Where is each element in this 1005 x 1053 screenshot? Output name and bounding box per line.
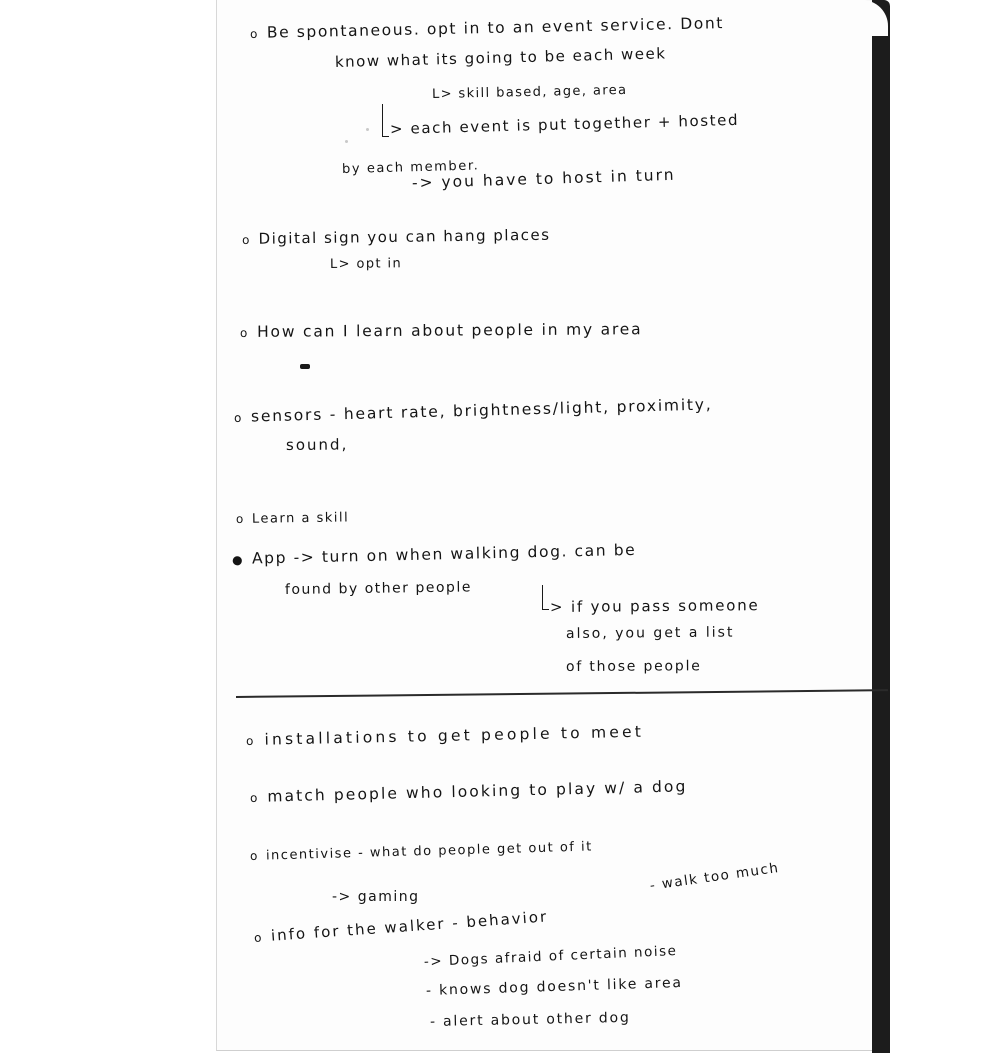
note-line — [430, 1011, 631, 1029]
note-text: L> opt in — [329, 256, 403, 272]
note-text: Learn a skill — [251, 510, 350, 527]
bullet-icon: o — [235, 511, 244, 526]
note-text: sensors - heart rate, brightness/light, proximity, — [250, 395, 713, 426]
note-line — [241, 225, 551, 248]
note-line — [566, 626, 735, 641]
scan-speck — [366, 128, 369, 131]
note-text: L> skill based, age, area — [431, 82, 628, 102]
bullet-icon: o — [233, 410, 242, 425]
note-text: - walk too much — [648, 859, 781, 894]
note-text: Digital sign you can hang places — [258, 225, 551, 248]
bullet-icon: o — [253, 930, 262, 945]
bullet-icon: o — [241, 232, 250, 247]
note-line — [330, 257, 402, 271]
bullet-icon: o — [249, 848, 258, 863]
note-text: by each member. — [341, 158, 480, 177]
note-line — [286, 437, 348, 453]
note-text: -> gaming — [332, 889, 420, 905]
note-text: How can I learn about people in my area — [257, 320, 643, 341]
bullet-icon: o — [245, 733, 254, 748]
note-text: > if you pass someone — [549, 596, 760, 616]
note-text: incentivise - what do people get out of it — [265, 839, 593, 864]
bracket-mark — [382, 104, 389, 137]
note-line — [566, 659, 702, 674]
note-text: sound, — [285, 435, 349, 454]
note-text: -> you have to host in turn — [411, 165, 676, 192]
note-line — [285, 580, 472, 597]
note-text: - knows dog doesn't like area — [425, 974, 684, 999]
note-text: match people who looking to play w/ a dog — [267, 777, 688, 806]
note-text: > each event is put together + hosted — [389, 110, 740, 138]
bracket-mark — [542, 585, 549, 610]
note-line — [550, 598, 760, 615]
note-line — [332, 890, 420, 904]
note-text: App -> turn on when walking dog. can be — [251, 540, 637, 568]
note-text: know what its going to be each week — [334, 44, 667, 71]
bullet-icon: o — [249, 790, 258, 805]
note-text: -> Dogs afraid of certain noise — [423, 942, 678, 970]
note-text: of those people — [565, 658, 702, 675]
note-line — [236, 511, 349, 526]
note-text: Be spontaneous. opt in to an event service. Dont — [266, 14, 725, 42]
note-text: installations to get people to meet — [264, 722, 645, 749]
note-line — [432, 84, 628, 101]
scan-speck — [345, 140, 348, 143]
bullet-icon: o — [249, 26, 258, 41]
ink-dash — [300, 364, 310, 369]
notebook-binding-edge — [872, 0, 890, 1053]
note-text: found by other people — [284, 579, 472, 598]
filled-bullet-icon: ● — [231, 552, 243, 567]
bullet-icon: o — [239, 325, 248, 340]
note-text: - alert about other dog — [429, 1009, 631, 1030]
note-text: info for the walker - behavior — [270, 907, 549, 945]
note-line — [240, 322, 643, 340]
note-text: also, you get a list — [565, 624, 735, 642]
